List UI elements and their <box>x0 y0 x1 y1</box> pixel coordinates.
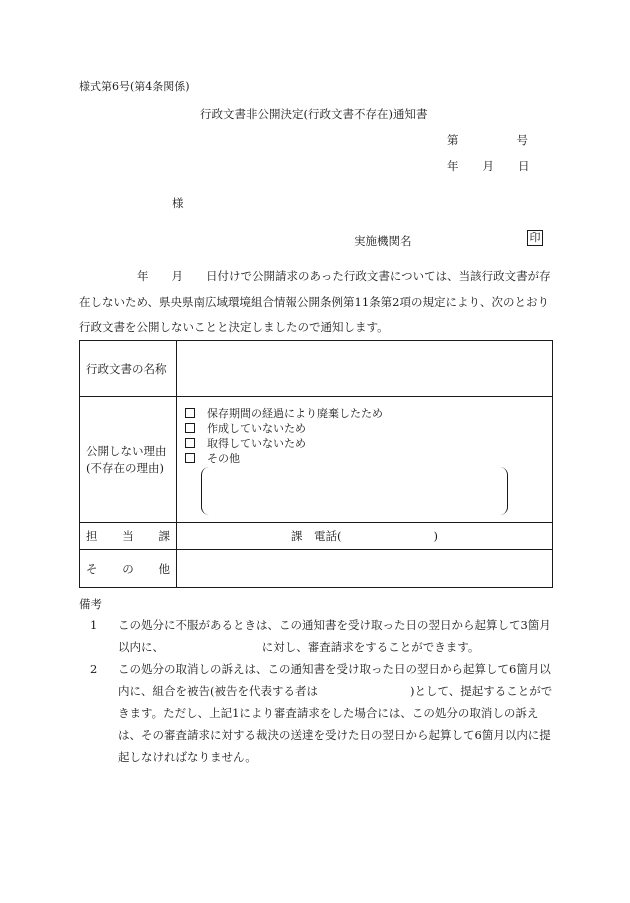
note-item <box>90 614 554 658</box>
date-day: 日 <box>518 159 530 173</box>
department-label-char: 担 <box>86 529 98 543</box>
reason-label-line-2: (不存在の理由) <box>86 460 164 475</box>
reason-label-line-1: 公開しない理由 <box>86 443 167 458</box>
table-row-other <box>80 550 553 588</box>
number-prefix: 第 <box>447 133 459 147</box>
table-row-department <box>80 523 553 550</box>
other-label-char: 他 <box>158 561 170 576</box>
date-line <box>447 158 530 174</box>
note-item <box>90 658 554 768</box>
checkbox-icon[interactable] <box>185 438 195 448</box>
other-label <box>80 550 177 588</box>
reason-option[interactable] <box>185 421 383 436</box>
document-title: 行政文書非公開決定(行政文書不存在)通知書 <box>200 107 428 121</box>
other-reason-bracket <box>201 467 508 515</box>
other-value <box>177 550 553 588</box>
document-name-label: 行政文書の名称 <box>80 341 177 397</box>
department-label-char: 課 <box>158 529 170 543</box>
reason-option[interactable] <box>185 451 383 466</box>
note-text: この処分の取消しの訴えは、この通知書を受け取った日の翌日から起算して6箇月以内に、組合を被告(被告を代表する者は )として、提起することができます。ただし、上記1により審査請求をした場合には、この処分の取消しの訴えは、その審査請求に対する裁決の送達を受けた日の翌日から起算して6箇月以内に提起しなければなりません。 <box>118 662 553 764</box>
seal-box: 印 <box>527 230 543 246</box>
checkbox-icon[interactable] <box>185 408 195 418</box>
table-row-reason <box>80 397 553 523</box>
reason-option[interactable] <box>185 436 383 451</box>
other-label-char: の <box>122 561 134 576</box>
reason-option-label: その他 <box>207 452 240 465</box>
number-suffix: 号 <box>516 133 528 147</box>
reason-option-label: 取得していないため <box>207 437 306 450</box>
department-label <box>80 523 177 550</box>
checkbox-icon[interactable] <box>185 423 195 433</box>
addressee-suffix: 様 <box>172 196 184 210</box>
note-number: 1 <box>90 618 98 632</box>
reason-option[interactable] <box>185 406 383 421</box>
department-value: 課 電話( ) <box>177 523 553 550</box>
date-year: 年 <box>447 159 459 173</box>
date-month: 月 <box>482 159 494 173</box>
note-text: この処分に不服があるときは、この通知書を受け取った日の翌日から起算して3箇月以内に、 に対し、審査請求をすることができます。 <box>118 618 551 654</box>
checkbox-icon[interactable] <box>185 453 195 463</box>
agency-label: 実施機関名 <box>354 234 412 248</box>
reason-option-label: 保存期間の経過により廃棄したため <box>207 407 383 420</box>
form-label: 様式第6号(第4条関係) <box>79 80 190 93</box>
reason-list <box>185 406 383 466</box>
notes-title: 備考 <box>79 597 102 611</box>
reason-option-label: 作成していないため <box>207 422 306 435</box>
body-text <box>79 264 552 341</box>
reason-options <box>177 397 553 523</box>
document-name-value <box>177 341 553 397</box>
table-row-document-name <box>80 341 553 397</box>
other-label-char: そ <box>86 561 98 576</box>
note-number: 2 <box>90 662 98 676</box>
decision-table <box>79 340 553 588</box>
document-number-line <box>447 132 528 148</box>
department-label-char: 当 <box>122 529 134 543</box>
reason-label <box>80 397 177 523</box>
body-text-content: 年 月 日付けで公開請求のあった行政文書については、当該行政文書が存在しないため、県央県南広域環境組合情報公開条例第11条第2項の規定により、次のとおり行政文書を公開しないことと決定しましたので通知します。 <box>79 269 551 334</box>
